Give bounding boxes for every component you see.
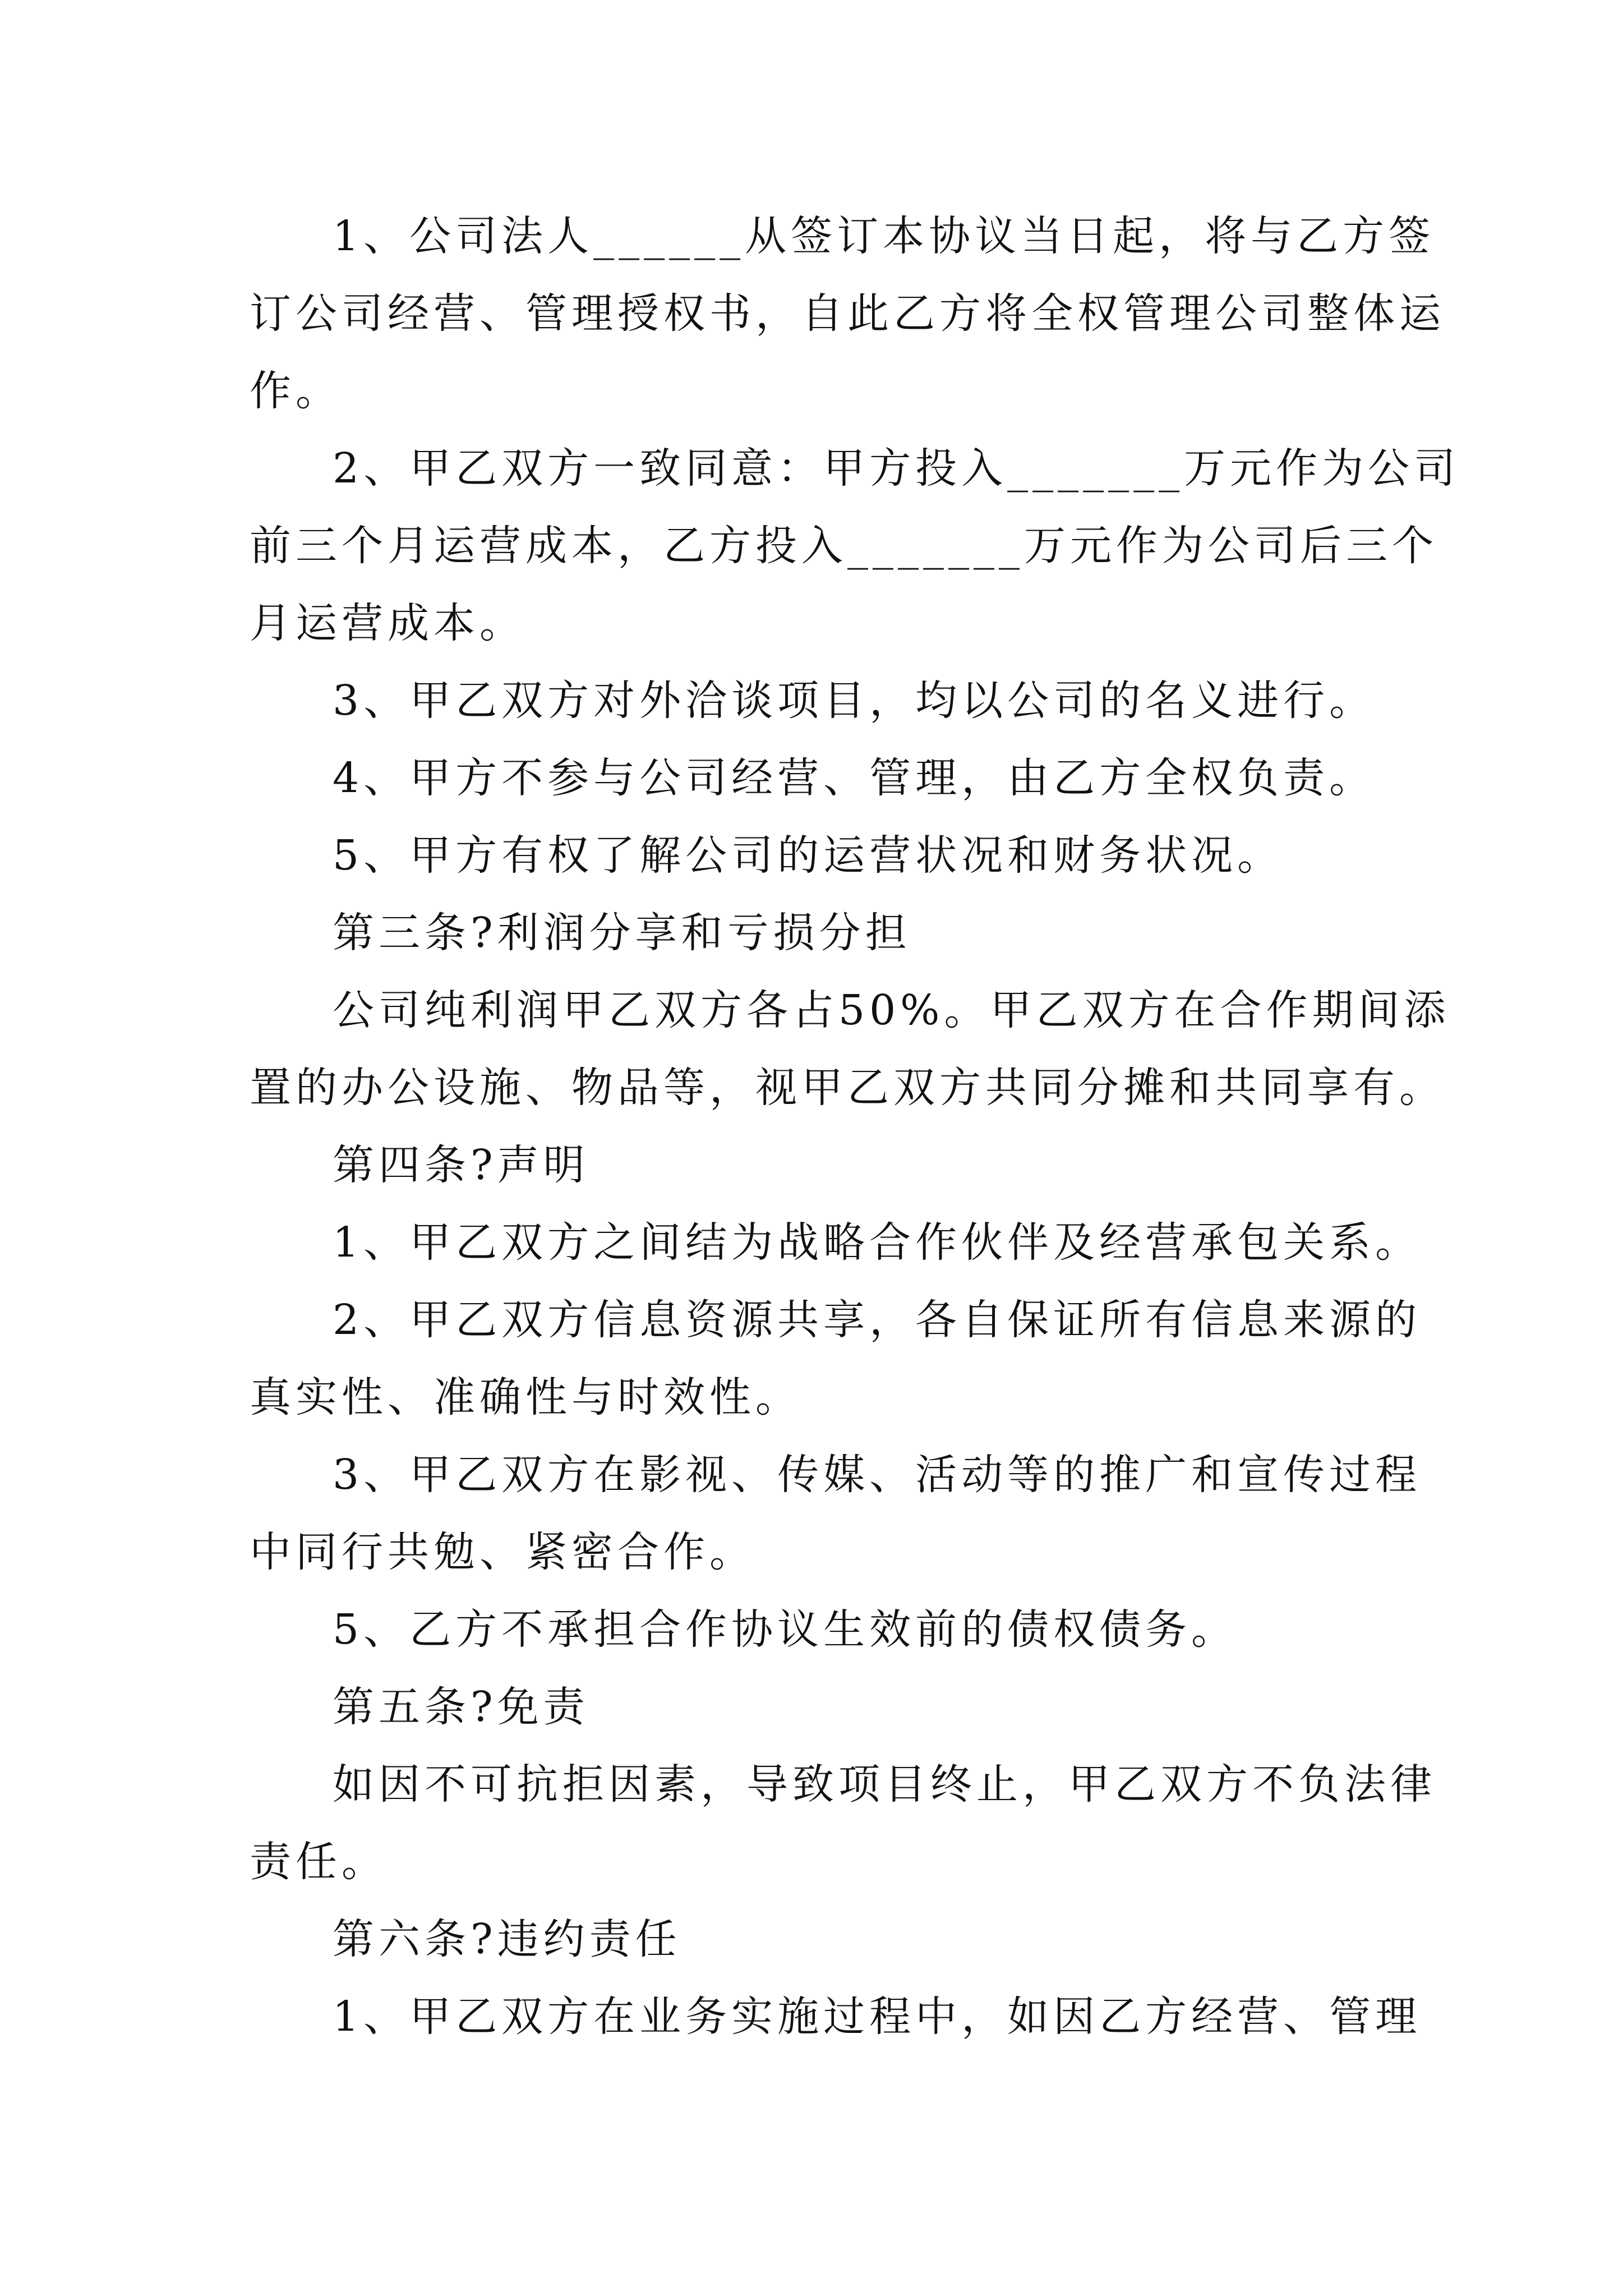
- section-heading: 第三条?利润分享和亏损分担: [333, 909, 911, 957]
- text-line: 责任。: [250, 1838, 388, 1886]
- text-line: 2、甲乙双方信息资源共享，各自保证所有信息来源的: [333, 1296, 1422, 1344]
- text-line: 中同行共勉、紧密合作。: [250, 1528, 755, 1576]
- text-line: 置的办公设施、物品等，视甲乙双方共同分摊和共同享有。: [250, 1064, 1445, 1112]
- text-line: 作。: [250, 367, 342, 415]
- text-line: 5、甲方有权了解公司的运营状况和财务状况。: [333, 831, 1284, 880]
- section-heading: 第六条?违约责任: [333, 1915, 681, 1963]
- text-line: 3、甲乙双方对外洽谈项目，均以公司的名义进行。: [333, 677, 1376, 725]
- section-heading: 第四条?声明: [333, 1141, 589, 1189]
- text-line: 真实性、准确性与时效性。: [250, 1373, 801, 1421]
- text-line: 订公司经营、管理授权书，自此乙方将全权管理公司整体运: [250, 289, 1445, 338]
- text-line: 5、乙方不承担合作协议生效前的债权债务。: [333, 1605, 1238, 1654]
- text-line: 3、甲乙双方在影视、传媒、活动等的推广和宣传过程: [333, 1451, 1422, 1499]
- text-line: 前三个月运营成本，乙方投入_______万元作为公司后三个: [250, 522, 1438, 570]
- text-line: 2、甲乙双方一致同意：甲方投入_______万元作为公司: [333, 444, 1460, 493]
- text-line: 如因不可抗拒因素，导致项目终止，甲乙双方不负法律: [333, 1760, 1436, 1809]
- text-line: 1、公司法人______从签订本协议当日起，将与乙方签: [333, 212, 1435, 260]
- text-line: 月运营成本。: [250, 599, 525, 647]
- text-line: 公司纯利润甲乙双方各占50%。甲乙双方在合作期间添: [333, 986, 1450, 1034]
- text-line: 1、甲乙双方之间结为战略合作伙伴及经营承包关系。: [333, 1218, 1422, 1267]
- text-line: 1、甲乙双方在业务实施过程中，如因乙方经营、管理: [333, 1993, 1422, 2041]
- text-line: 4、甲方不参与公司经营、管理，由乙方全权负责。: [333, 754, 1376, 802]
- section-heading: 第五条?免责: [333, 1683, 589, 1731]
- document-body: [250, 197, 1460, 2055]
